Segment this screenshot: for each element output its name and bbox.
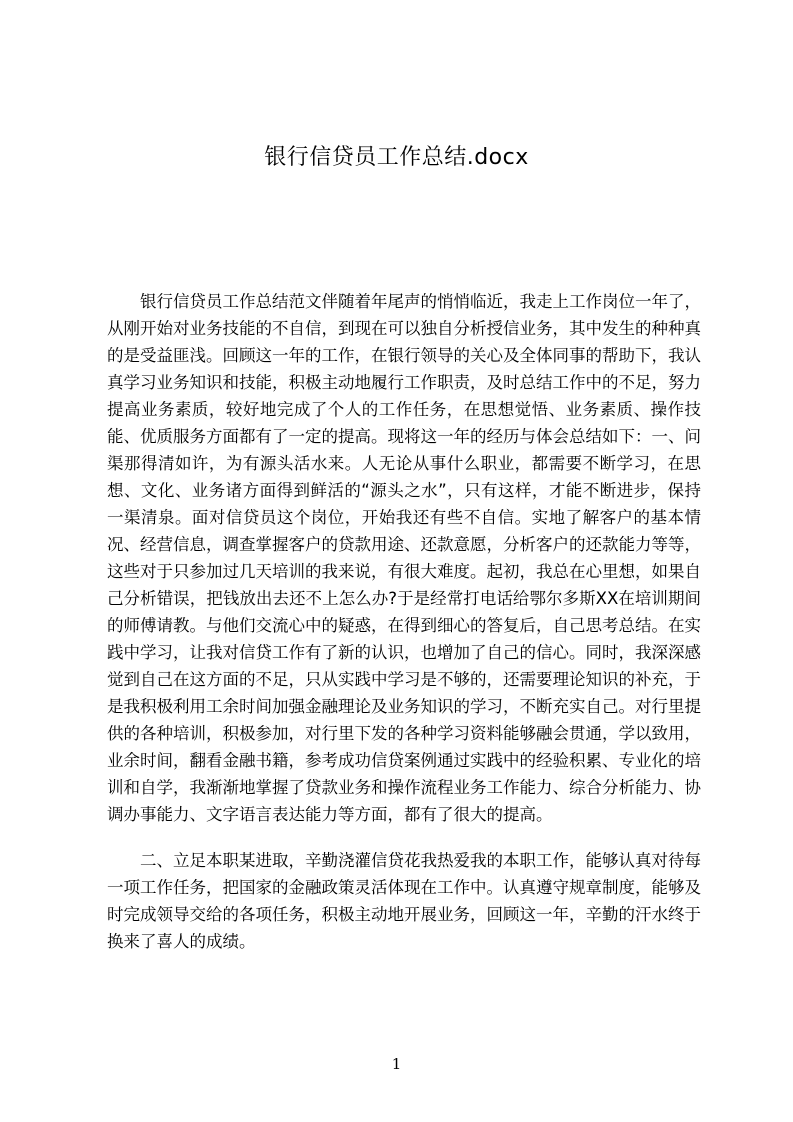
- document-title: 银行信贷员工作总结.docx: [264, 145, 529, 170]
- page-number: 1: [391, 1055, 402, 1073]
- body-paragraph-2: 二、立足本职某进取，辛勤浇灌信贷花我热爱我的本职工作，能够认真对待每一项工作任务，把国家的金融政策灵活体现在工作中。认真遵守规章制度，能够及时完成领导交给的各项任务，积极主动地开展业务，回顾这一年，辛勤的汗水终于换来了喜人的成绩。: [107, 851, 701, 951]
- body-paragraph-1: 银行信贷员工作总结范文伴随着年尾声的悄悄临近，我走上工作岗位一年了，从刚开始对业务技能的不自信，到现在可以独自分析授信业务，其中发生的种种真的是受益匪浅。回顾这一年的工作，在银行领导的关心及全体同事的帮助下，我认真学习业务知识和技能，积极主动地履行工作职责，及时总结工作中的不足，努力提高业务素质，较好地完成了个人的工作任务，在思想觉悟、业务素质、操作技能、优质服务方面都有了一定的提高。现将这一年的经历与体会总结如下：一、问渠那得清如许，为有源头活水来。人无论从事什么职业，都需要不断学习，在思想、文化、业务诸方面得到鲜活的“源头之水”，只有这样，才能不断进步，保持一渠清泉。面对信贷员这个岗位，开始我还有些不自信。实地了解客户的基本情况、经营信息，调查掌握客户的贷款用途、还款意愿，分析客户的还款能力等等，这些对于只参加过几天培训的我来说，有很大难度。起初，我总在心里想，如果自己分析错误，把钱放出去还不上怎么办?于是经常打电话给鄂尔多斯XX在培训期间的师傅请教。与他们交流心中的疑惑，在得到细心的答复后，自己思考总结。在实践中学习，让我对信贷工作有了新的认识，也增加了自己的信心。同时，我深深感觉到自己在这方面的不足，只从实践中学习是不够的，还需要理论知识的补充，于是我积极利用工余时间加强金融理论及业务知识的学习，不断充实自己。对行里提供的各种培训，积极参加，对行里下发的各种学习资料能够融会贯通，学以致用，业余时间，翻看金融书籍，参考成功信贷案例通过实践中的经验积累、专业化的培训和自学，我渐渐地掌握了贷款业务和操作流程业务工作能力、综合分析能力、协调办事能力、文字语言表达能力等方面，都有了很大的提高。: [107, 292, 701, 824]
